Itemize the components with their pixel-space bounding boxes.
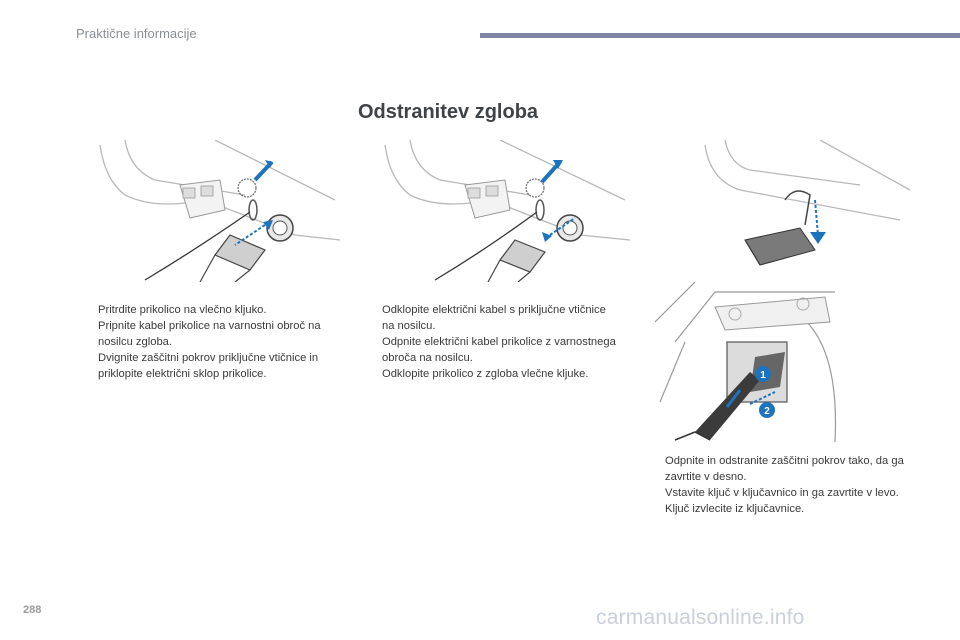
illustration-detach-cable — [380, 140, 630, 282]
steps-list-1 — [78, 302, 340, 382]
list-item: Pritrdite prikolico na vlečno kljuko. — [98, 304, 267, 316]
callout-1: 1 — [760, 370, 766, 381]
page-number: 288 — [23, 604, 42, 616]
steps-list-3 — [645, 453, 910, 517]
list-item: Odklopite električni kabel s priključne vtičnice na nosilcu. — [382, 304, 606, 332]
list-item: Ključ izvlecite iz ključavnice. — [665, 503, 805, 515]
section-title: Praktične informacije — [76, 26, 197, 41]
illustration-remove-cover — [700, 140, 915, 272]
header-accent-bar — [480, 33, 960, 38]
page-heading: Odstranitev zgloba — [358, 101, 539, 123]
illustration-key — [655, 282, 845, 442]
watermark: carmanualsonline.info — [596, 606, 805, 629]
list-item: Pripnite kabel prikolice na varnostni obroč na nosilcu zgloba. — [98, 320, 321, 348]
list-item: Odklopite prikolico z zgloba vlečne kljuke. — [382, 368, 589, 380]
list-item: Dvignite zaščitni pokrov priključne vtičnice in priklopite električni sklop prikolice. — [98, 352, 319, 380]
steps-list-2 — [362, 302, 618, 382]
callout-2: 2 — [764, 406, 770, 417]
list-item: Vstavite ključ v ključavnico in ga zavrtite v levo. — [665, 487, 899, 499]
illustration-attach-cable — [95, 140, 340, 282]
list-item: Odpnite električni kabel prikolice z varnostnega obroča na nosilcu. — [382, 336, 616, 364]
list-item: Odpnite in odstranite zaščitni pokrov tako, da ga zavrtite v desno. — [665, 455, 904, 483]
